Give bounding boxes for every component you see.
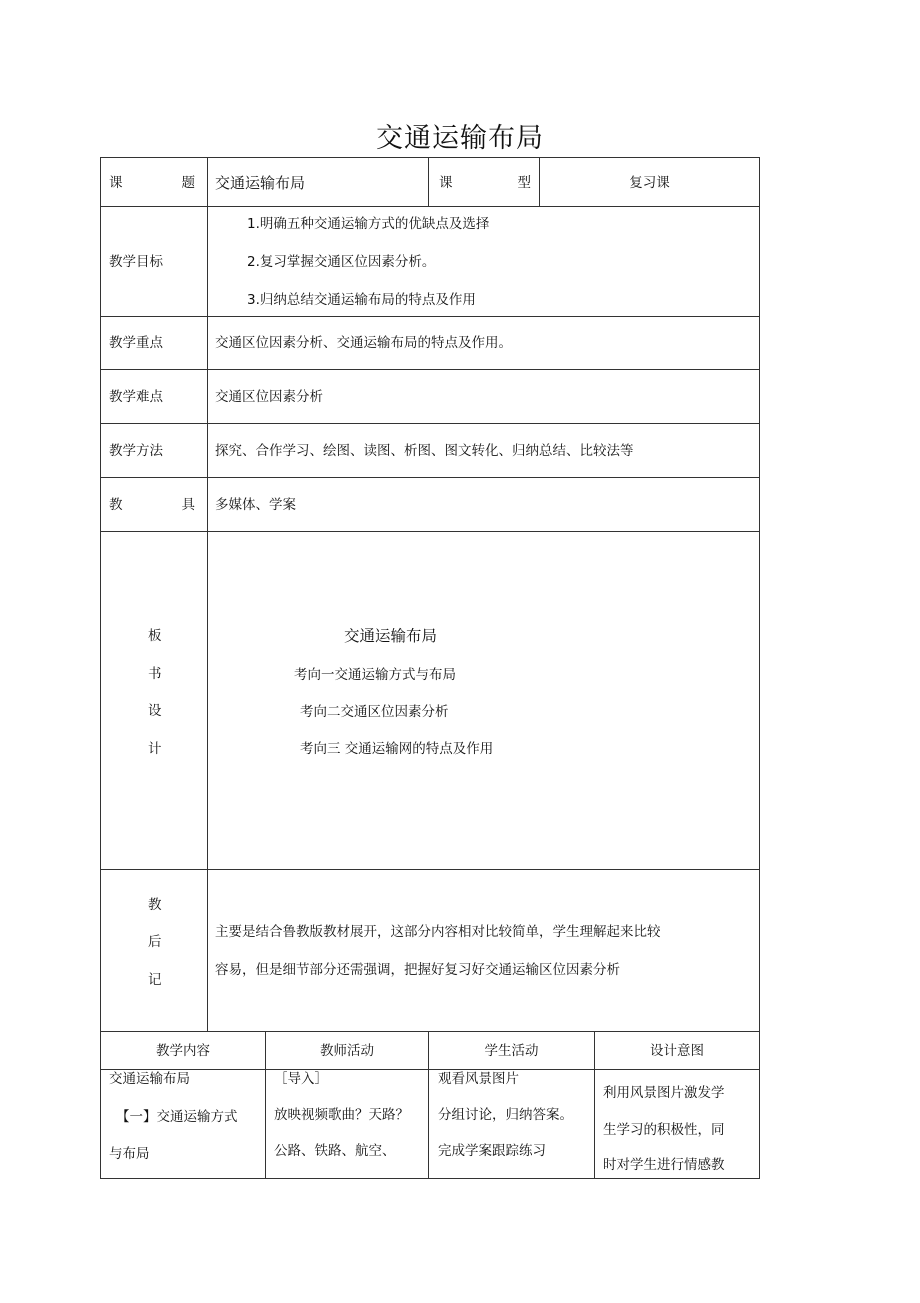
teacher-cell-line: 放映视频歌曲？天路？ xyxy=(274,1107,409,1123)
intent-cell-line: 利用风景图片激发学 xyxy=(603,1085,725,1101)
content-cell-line: 【一】交通运输方式 xyxy=(116,1109,238,1125)
objectives-label: 教学目标 xyxy=(109,254,163,270)
tools-value: 多媒体、学案 xyxy=(215,497,296,513)
key-points-label: 教学重点 xyxy=(109,335,163,351)
intent-cell-line: 时对学生进行情感教 xyxy=(603,1157,725,1173)
methods-label: 教学方法 xyxy=(109,443,163,459)
reflection-line: 容易，但是细节部分还需强调，把握好复习好交通运输区位因素分析 xyxy=(215,962,620,978)
teacher-cell-line: ［导入］ xyxy=(274,1071,328,1087)
board-label-char: 板 xyxy=(148,628,162,644)
board-label-char: 计 xyxy=(148,741,162,757)
content-cell-line: 与布局 xyxy=(109,1146,150,1162)
content-cell-line: 交通运输布局 xyxy=(109,1071,190,1087)
objective-item: 2.复习掌握交通区位因素分析。 xyxy=(247,254,436,270)
teacher-cell-line: 公路、铁路、航空、 xyxy=(274,1143,396,1159)
reflection-label-char: 记 xyxy=(148,972,162,988)
board-line: 考向一交通运输方式与布局 xyxy=(294,667,456,683)
type-label: 课 型 xyxy=(439,175,531,191)
objective-item: 3.归纳总结交通运输布局的特点及作用 xyxy=(247,292,476,308)
topic-value: 交通运输布局 xyxy=(215,174,306,192)
board-label-char: 设 xyxy=(148,703,162,719)
board-line: 考向二交通区位因素分析 xyxy=(300,704,449,720)
student-cell-line: 观看风景图片 xyxy=(438,1071,519,1087)
student-cell-line: 完成学案跟踪练习 xyxy=(438,1143,546,1159)
page-title: 交通运输布局 xyxy=(376,123,544,154)
tools-label: 教 具 xyxy=(109,497,195,513)
reflection-label-char: 后 xyxy=(148,934,162,950)
topic-label: 课 题 xyxy=(109,175,195,191)
type-value: 复习课 xyxy=(629,175,670,191)
student-cell-line: 分组讨论，归纳答案。 xyxy=(438,1107,573,1123)
board-line: 考向三 交通运输网的特点及作用 xyxy=(300,741,494,757)
column-header: 教师活动 xyxy=(320,1043,374,1059)
difficulties-label: 教学难点 xyxy=(109,389,163,405)
intent-cell-line: 生学习的积极性，同 xyxy=(603,1122,725,1138)
board-heading: 交通运输布局 xyxy=(344,627,438,645)
methods-value: 探究、合作学习、绘图、读图、析图、图文转化、归纳总结、比较法等 xyxy=(215,443,634,459)
reflection-label-char: 教 xyxy=(148,897,162,913)
difficulties-value: 交通区位因素分析 xyxy=(215,389,323,405)
column-header: 设计意图 xyxy=(650,1043,704,1059)
column-header: 教学内容 xyxy=(156,1043,210,1059)
objective-item: 1.明确五种交通运输方式的优缺点及选择 xyxy=(247,216,490,232)
reflection-line: 主要是结合鲁教版教材展开，这部分内容相对比较简单，学生理解起来比较 xyxy=(215,924,661,940)
board-label-char: 书 xyxy=(148,666,162,682)
column-header: 学生活动 xyxy=(484,1043,539,1059)
key-points-value: 交通区位因素分析、交通运输布局的特点及作用。 xyxy=(215,335,512,351)
